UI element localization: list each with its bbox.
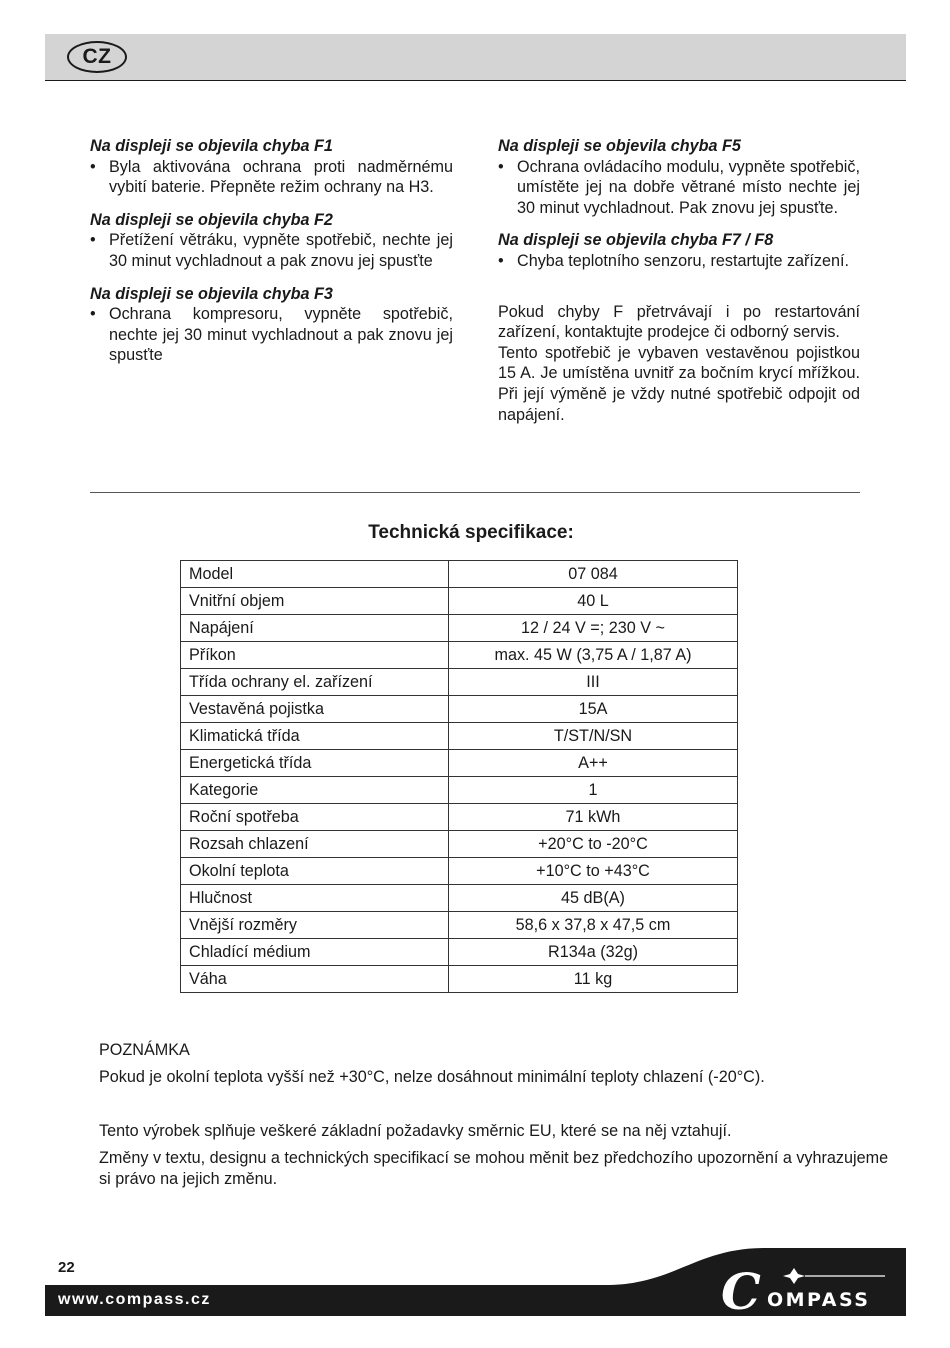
error-bullet: • Přetížení větráku, vypněte spotřebič, nechte jej 30 minut vychladnout a pak znovu jej spusťte: [90, 231, 453, 270]
spec-label: Kategorie: [181, 777, 449, 804]
error-heading: Na displeji se objevila chyba F2: [90, 210, 333, 229]
bullet-icon: •: [498, 157, 504, 176]
spec-label: Hlučnost: [181, 885, 449, 912]
spec-value: 15A: [449, 696, 738, 723]
spec-label: Třída ochrany el. zařízení: [181, 669, 449, 696]
error-bullet: • Byla aktivována ochrana proti nadměrnému vybití baterie. Přepněte režim ochrany na H3.: [90, 157, 453, 197]
persist-paragraph: Pokud chyby F přetrvávají i po restartování zařízení, kontaktujte prodejce či odborný servis.: [498, 302, 860, 342]
spec-label: Vestavěná pojistka: [181, 696, 449, 723]
changes-text: Změny v textu, designu a technických specifikací se mohou měnit bez předchozího upozornění a vyhrazujeme si právo na jejich změnu.: [99, 1149, 889, 1188]
spec-label: Okolní teplota: [181, 858, 449, 885]
spec-label: Příkon: [181, 642, 449, 669]
spec-value: A++: [449, 750, 738, 777]
spec-row: [181, 912, 738, 939]
spec-value: 07 084: [449, 561, 738, 588]
spec-title: Technická specifikace:: [368, 522, 574, 543]
section-divider: [90, 492, 860, 493]
spec-row: [181, 642, 738, 669]
spec-row: [181, 615, 738, 642]
spec-row: [181, 561, 738, 588]
spec-value: 12 / 24 V =; 230 V ~: [449, 615, 738, 642]
spec-value: T/ST/N/SN: [449, 723, 738, 750]
spec-row: [181, 885, 738, 912]
error-bullet: • Chyba teplotního senzoru, restartujte zařízení.: [498, 251, 850, 270]
error-heading: Na displeji se objevila chyba F1: [90, 137, 333, 155]
spec-row: [181, 750, 738, 777]
error-list-left: [90, 136, 453, 366]
page-number: 22: [58, 1259, 75, 1276]
spec-label: Model: [181, 561, 449, 588]
error-heading: Na displeji se objevila chyba F7 / F8: [498, 231, 774, 250]
spec-row: [181, 588, 738, 615]
error-bullet: • Ochrana ovládacího modulu, vypněte spotřebič, umístěte jej na dobře větrané místo nechte jej 30 minut vychladnout. Pak znovu jej spusťte.: [498, 157, 860, 217]
spec-label: Chladící médium: [181, 939, 449, 966]
error-list-right: [498, 136, 860, 425]
spec-row: [181, 669, 738, 696]
header-band: [45, 34, 906, 81]
spec-label: Vnější rozměry: [181, 912, 449, 939]
bullet-icon: •: [90, 231, 96, 250]
spec-value: 45 dB(A): [449, 885, 738, 912]
bullet-icon: •: [90, 157, 96, 176]
error-block-f1: [90, 136, 453, 198]
spec-table: [180, 560, 738, 993]
bullet-icon: •: [498, 251, 504, 270]
spec-row: [181, 804, 738, 831]
spec-value: 1: [449, 777, 738, 804]
spec-label: Energetická třída: [181, 750, 449, 777]
spec-row: [181, 723, 738, 750]
spec-row: [181, 831, 738, 858]
error-heading: Na displeji se objevila chyba F5: [498, 137, 741, 155]
spec-value: 71 kWh: [449, 804, 738, 831]
note-text: Pokud je okolní teplota vyšší než +30°C, nelze dosáhnout minimální teploty chlazení (-20°C).: [99, 1068, 765, 1086]
spec-value: 40 L: [449, 588, 738, 615]
spec-label: Klimatická třída: [181, 723, 449, 750]
spec-value: R134a (32g): [449, 939, 738, 966]
spec-label: Roční spotřeba: [181, 804, 449, 831]
error-block-f7-f8: [498, 230, 860, 271]
spec-row: [181, 777, 738, 804]
spec-value: max. 45 W (3,75 A / 1,87 A): [449, 642, 738, 669]
spec-row: [181, 939, 738, 966]
spec-row: [181, 696, 738, 723]
spec-value: 58,6 x 37,8 x 47,5 cm: [449, 912, 738, 939]
error-block-f5: [498, 136, 860, 218]
bullet-icon: •: [90, 305, 96, 324]
error-heading: Na displeji se objevila chyba F3: [90, 284, 333, 303]
spec-value: III: [449, 669, 738, 696]
language-badge: CZ: [67, 41, 127, 73]
spec-row: [181, 966, 738, 993]
spec-value: 11 kg: [449, 966, 738, 993]
spec-value: +10°C to +43°C: [449, 858, 738, 885]
footer-url[interactable]: www.compass.cz: [58, 1291, 211, 1308]
compliance-text: Tento výrobek splňuje veškeré základní požadavky směrnic EU, které se na něj vztahují.: [99, 1122, 732, 1140]
error-block-f3: [90, 284, 453, 366]
spec-row: [181, 858, 738, 885]
spec-label: Rozsah chlazení: [181, 831, 449, 858]
fuse-paragraph: Tento spotřebič je vybaven vestavěnou pojistkou 15 A. Je umístěna uvnitř za bočním krycí mřížkou. Při její výměně je vždy nutné spotřebič odpojit od napájení.: [498, 343, 860, 424]
spec-label: Napájení: [181, 615, 449, 642]
spec-label: Vnitřní objem: [181, 588, 449, 615]
note-heading: POZNÁMKA: [99, 1041, 190, 1059]
logo-letter-c: C: [721, 1262, 761, 1316]
error-bullet: • Ochrana kompresoru, vypněte spotřebič, nechte jej 30 minut vychladnout a pak znovu jej spusťte: [90, 305, 453, 365]
error-block-f2: [90, 210, 453, 272]
spec-label: Váha: [181, 966, 449, 993]
spec-value: +20°C to -20°C: [449, 831, 738, 858]
logo-text: OMPASS: [767, 1289, 871, 1311]
